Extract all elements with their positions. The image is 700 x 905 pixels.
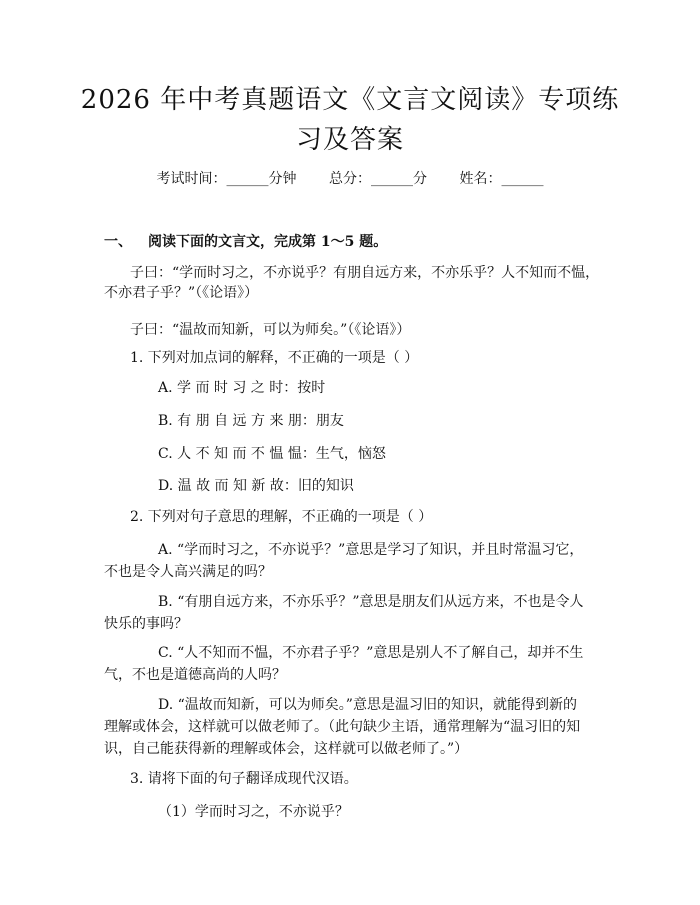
section-instruction: 阅读下面的文言文，完成第 1～5 题。 (148, 234, 388, 250)
question-3-stem: 3. 请将下面的句子翻译成现代汉语。 (130, 771, 358, 787)
exam-meta (0, 168, 700, 188)
total-score: 总分：______分 (329, 171, 427, 187)
question-2-option-d-line-2: 理解或体会，这样就可以做老师了。（此句缺少主语，通常理解为“温习旧的知 (104, 719, 581, 735)
question-2-option-b-line-1: B. “有朋自远方来，不亦乐乎？”意思是朋友们从远方来，不也是令人 (158, 594, 584, 610)
title-line-2: 习及答案 (295, 125, 404, 155)
question-1-option-d: D. 温 故 而 知 新 故：旧的知识 (158, 478, 354, 494)
question-1-option-a: A. 学 而 时 习 之 时：按时 (158, 380, 326, 396)
question-1-option-c: C. 人 不 知 而 不 愠 愠：生气，恼怒 (158, 446, 386, 462)
question-2-option-d-line-3: 识，自己能获得新的理解或体会，这样就可以做老师了。”） (104, 741, 469, 757)
question-2-option-a-line-1: A. “学而时习之，不亦说乎？”意思是学习了知识，并且时常温习它， (158, 542, 584, 558)
question-2-stem: 2. 下列对句子意思的理解，不正确的一项是（ ） (130, 509, 433, 525)
question-2-option-c-line-1: C. “人不知而不愠，不亦君子乎？”意思是别人不了解自己，却并不生 (158, 645, 584, 661)
question-1-option-b: B. 有 朋 自 远 方 来 朋：朋友 (158, 413, 344, 429)
section-heading (104, 231, 387, 251)
question-2-option-b-line-2: 快乐的事吗？ (104, 616, 188, 632)
question-1-stem: 1. 下列对加点词的解释，不正确的一项是（ ） (130, 350, 419, 366)
title-line-1: 2026 年中考真题语文《文言文阅读》专项练 (80, 85, 620, 115)
question-2-option-a-line-2: 不也是令人高兴满足的吗？ (104, 564, 272, 580)
passage-2: 子曰：“温故而知新，可以为师矣。”（《论语》） (130, 322, 411, 338)
question-2-option-c-line-2: 气，不也是道德高尚的人吗？ (104, 667, 286, 683)
passage-1-line-2: 不亦君子乎？”（《论语》） (104, 285, 259, 301)
section-number: 一、 (104, 234, 132, 250)
exam-time: 考试时间：______分钟 (156, 171, 297, 187)
passage-1-line-1: 子曰：“学而时习之，不亦说乎？有朋自远方来，不亦乐乎？人不知而不愠， (130, 265, 600, 281)
question-2-option-d-line-1: D. “温故而知新，可以为师矣。”意思是温习旧的知识，就能得到新的 (158, 697, 577, 713)
question-3-item-1: （1）学而时习之，不亦说乎？ (158, 804, 349, 820)
document-title (60, 80, 640, 160)
student-name: 姓名：______ (459, 171, 544, 187)
